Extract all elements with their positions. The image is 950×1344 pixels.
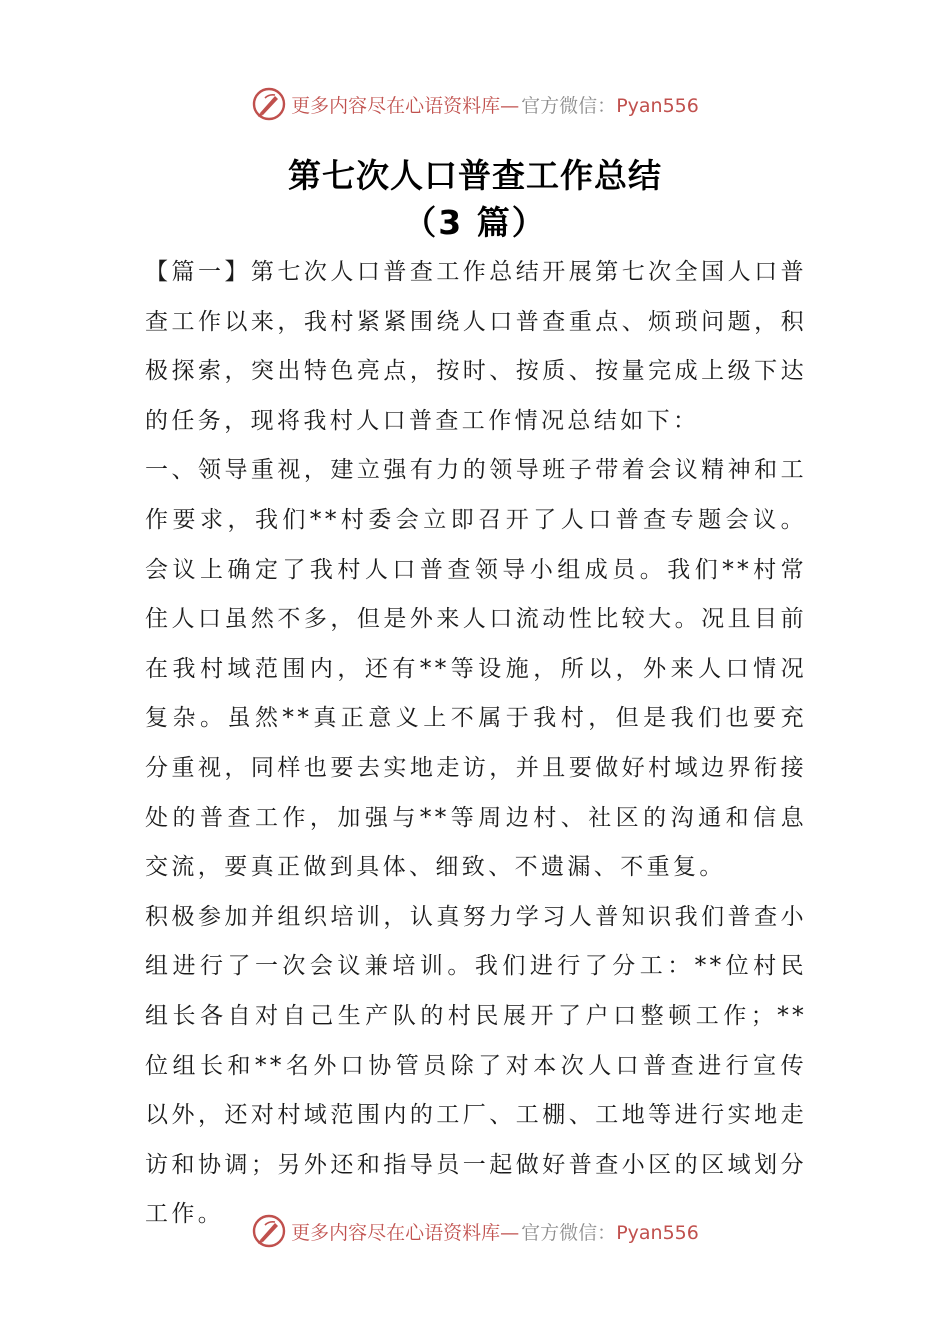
watermark-dash: — (500, 94, 520, 117)
watermark-text (291, 1218, 699, 1245)
body-paragraph: 一、领导重视，建立强有力的领导班子带着会议精神和工作要求，我们**村委会立即召开了人口普查专题会议。会议上确定了我村人口普查领导小组成员。我们**村常住人口虽然不多，但是外来人口流动性比较大。况且目前在我村域范围内，还有**等设施，所以，外来人口情况复杂。虽然**真正意义上不属于我村，但是我们也要充分重视，同样也要去实地走访，并且要做好村域边界衔接处的普查工作，加强与**等周边村、社区的沟通和信息交流，要真正做到具体、细致、不遗漏、不重复。 (145, 457, 807, 881)
watermark-official-label: 官方微信： (521, 1221, 617, 1244)
watermark-wechat-id: Pyan556 (616, 1221, 699, 1244)
watermark-brand: 更多内容尽在心语资料库 (291, 1221, 501, 1244)
watermark-text (291, 91, 699, 118)
footer-watermark (0, 1211, 950, 1251)
document-title: 第七次人口普查工作总结 (288, 156, 662, 195)
document-body (145, 248, 807, 1240)
header-watermark (0, 84, 950, 124)
body-paragraph: 积极参加并组织培训，认真努力学习人普知识我们普查小组进行了一次会议兼培训。我们进行了分工：**位村民组长各自对自己生产队的村民展开了户口整顿工作；**位组长和**名外口协管员除了对本次人口普查进行宣传以外，还对村域范围内的工厂、工棚、工地等进行实地走访和协调；另外还和指导员一起做好普查小区的区域划分工作。 (145, 903, 807, 1228)
body-paragraph: 【篇一】第七次人口普查工作总结开展第七次全国人口普查工作以来，我村紧紧围绕人口普查重点、烦琐问题，积极探索，突出特色亮点，按时、按质、按量完成上级下达的任务，现将我村人口普查工作情况总结如下： (145, 259, 807, 434)
watermark-wechat-id: Pyan556 (616, 94, 699, 117)
pen-logo-icon (251, 1213, 287, 1249)
watermark-brand: 更多内容尽在心语资料库 (291, 94, 501, 117)
watermark-official-label: 官方微信： (521, 94, 617, 117)
pen-logo-icon (251, 86, 287, 122)
watermark-dash: — (500, 1221, 520, 1244)
document-subtitle: （3 篇） (403, 203, 547, 242)
